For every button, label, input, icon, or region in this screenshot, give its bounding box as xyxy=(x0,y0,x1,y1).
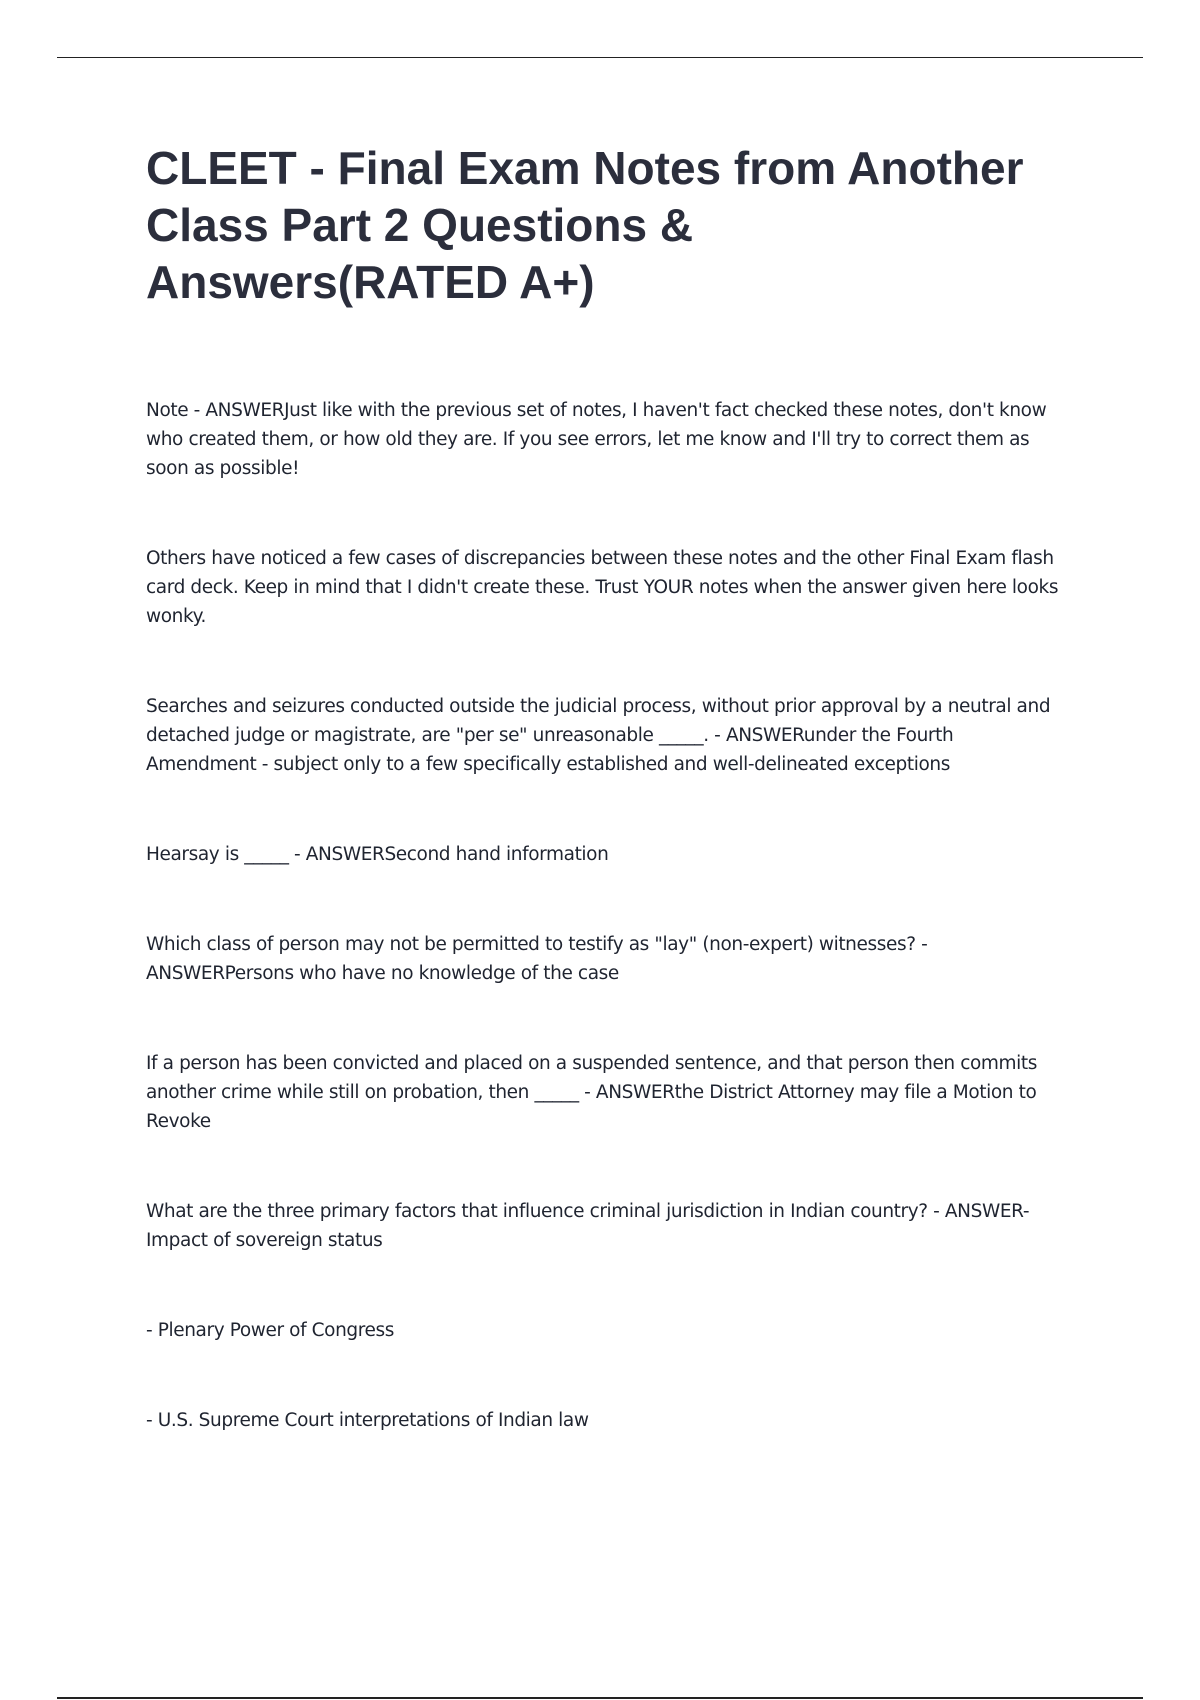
bottom-rule xyxy=(57,1697,1143,1699)
list-item-plenary-power: - Plenary Power of Congress xyxy=(146,1320,395,1341)
document-title: CLEET - Final Exam Notes from Another Class Part 2 Questions & Answers(RATED A+) xyxy=(146,142,1024,308)
qa-suspended-sentence: If a person has been convicted and placed on a suspended sentence, and that person then commits another crime while still on probation, then _____ - ANSWERthe District Attorney may file a Motion to Revoke xyxy=(146,1053,1037,1132)
list-item-supreme-court: - U.S. Supreme Court interpretations of Indian law xyxy=(146,1410,589,1431)
paragraph-note: Note - ANSWERJust like with the previous set of notes, I haven't fact checked these notes, don't know who created them, or how old they are. If you see errors, let me know and I'll try to correct them as soon as possible! xyxy=(146,400,1047,479)
qa-indian-country-jurisdiction: What are the three primary factors that influence criminal jurisdiction in Indian country? - ANSWER-Impact of sovereign status xyxy=(146,1201,1030,1251)
qa-hearsay: Hearsay is _____ - ANSWERSecond hand information xyxy=(146,844,609,865)
top-rule xyxy=(57,57,1143,58)
qa-searches-seizures: Searches and seizures conducted outside the judicial process, without prior approval by a neutral and detached judge or magistrate, are "per se" unreasonable _____. - ANSWERunder the Fourth Amendment - subject only to a few specifically established and well-delineated exceptions xyxy=(146,696,1051,775)
document-body xyxy=(146,140,1066,1496)
qa-lay-witnesses: Which class of person may not be permitted to testify as "lay" (non-expert) witnesses? - ANSWERPersons who have no knowledge of the case xyxy=(146,934,928,984)
paragraph-discrepancies: Others have noticed a few cases of discrepancies between these notes and the other Final Exam flash card deck. Keep in mind that I didn't create these. Trust YOUR notes when the answer given here looks wonky. xyxy=(146,548,1059,627)
